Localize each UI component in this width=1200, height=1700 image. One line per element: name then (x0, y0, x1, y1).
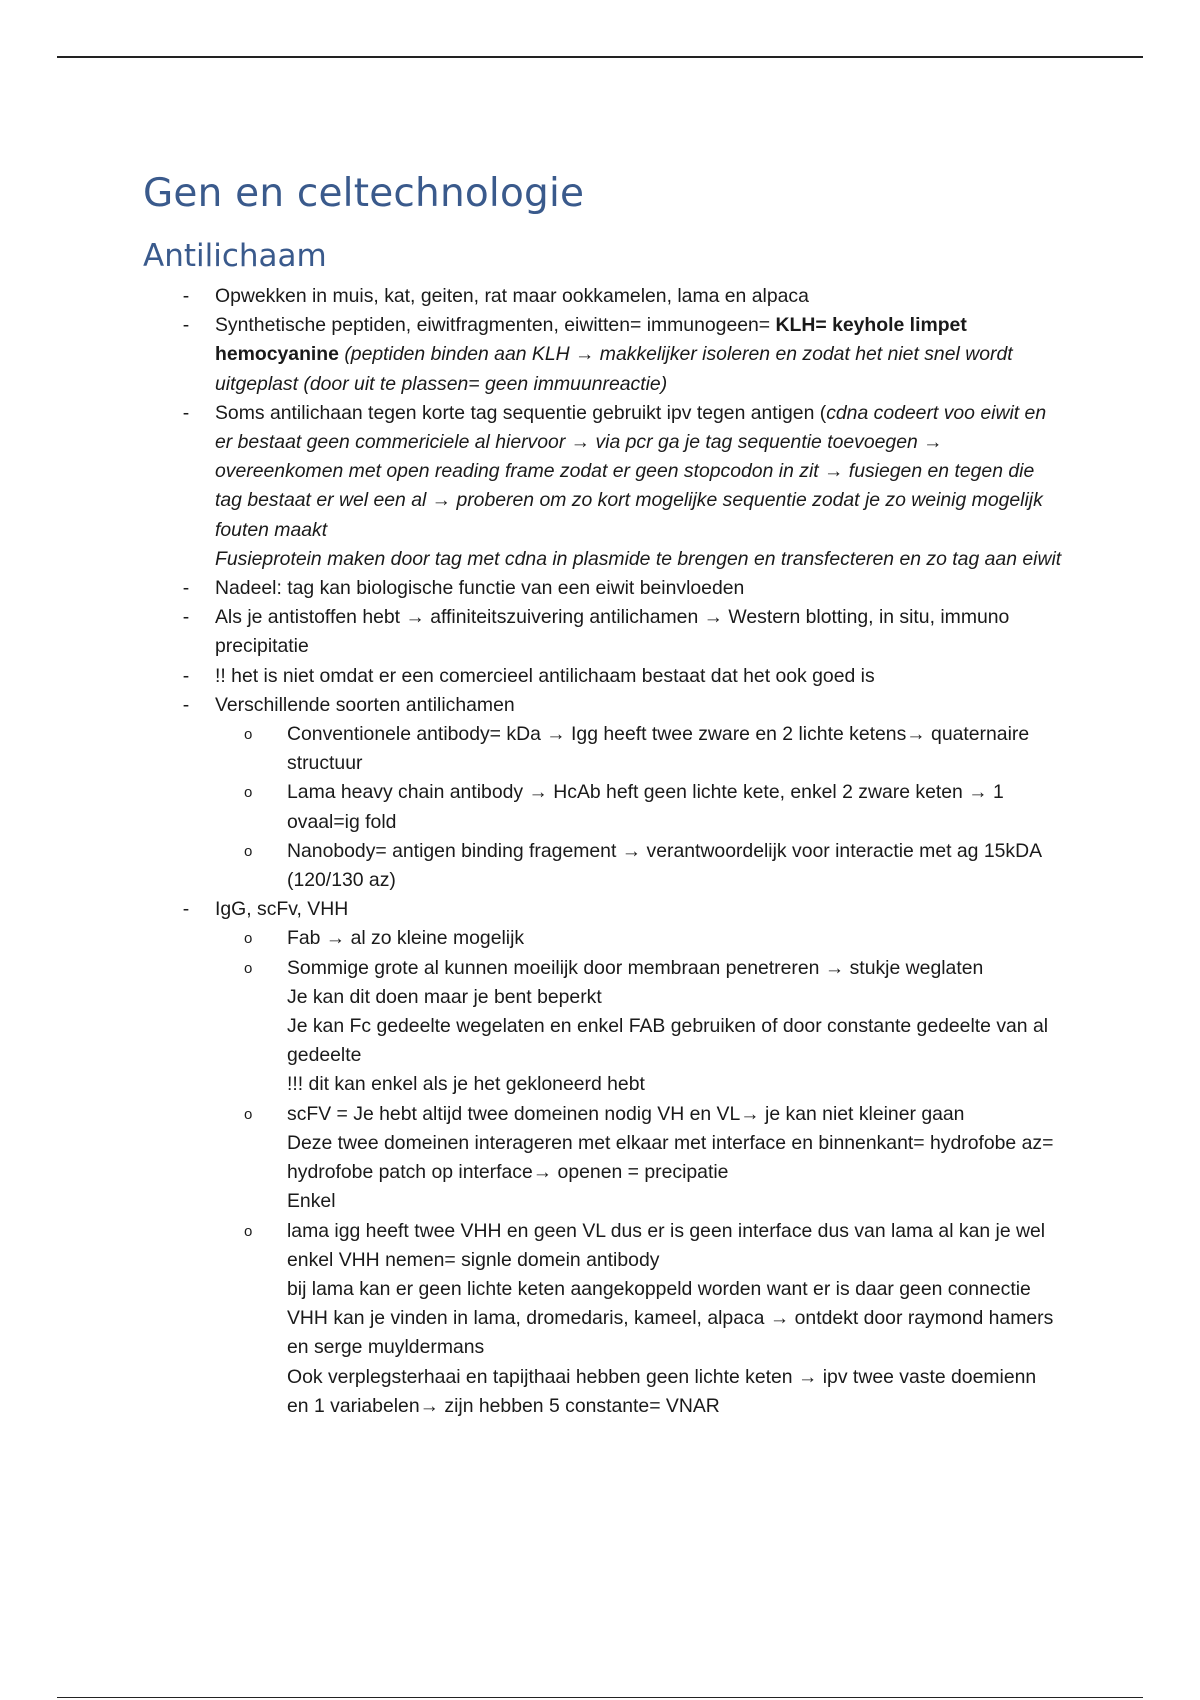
dash-bullet: - (182, 898, 190, 921)
circle-bullet: o (244, 726, 253, 744)
sub-list-item: o Fab → al zo kleine mogelijk (215, 924, 1063, 953)
sub-list (215, 924, 1063, 1420)
footer-rule (57, 1697, 1143, 1698)
dash-bullet: - (182, 664, 190, 687)
circle-bullet: o (244, 930, 253, 948)
sub-list-item: o Lama heavy chain antibody → HcAb heft geen lichte kete, enkel 2 zware keten → 1 ovaal=ig fold (215, 778, 1063, 836)
dash-bullet: - (182, 401, 190, 424)
dash-bullet: - (182, 577, 190, 600)
list-item: - Synthetische peptiden, eiwitfragmenten, eiwitten= immunogeen= KLH= keyhole limpet hemocyanine (peptiden binden aan KLH → makkelijker isoleren en zodat het niet snel wordt uitgeplast (door uit te plassen= geen immuunreactie) (143, 311, 1063, 399)
section-heading: Antilichaam (143, 238, 327, 274)
dash-bullet: - (182, 693, 190, 716)
header-rule (57, 56, 1143, 58)
circle-bullet: o (244, 959, 253, 977)
sub-list (215, 720, 1063, 895)
circle-bullet: o (244, 784, 253, 802)
circle-bullet: o (244, 1222, 253, 1240)
list-item: - IgG, scFv, VHH o Fab → al zo kleine mogelijk o Sommige grote al kunnen moeilijk door membraan penetreren → stukje weglaten Je kan dit doen maar je bent beperkt Je kan Fc gedeelte wegelaten en enkel FAB gebruiken of door constante gedeelte van al gedeelte !!! dit kan enkel als je het gekloneerd hebt o scFV = Je hebt altijd twee domeinen nodig VH en VL→ je kan niet kleiner gaan Deze twee domeinen interageren met elkaar met interface en binnenkant= hydrofobe az= hydrofobe patch op interface→ openen = precipatie Enkel o lama igg heeft twee VHH en geen VL dus er is geen interface dus van lama al kan je wel enkel VHH nemen= signle domein antibody bij lama kan er geen lichte keten aangekoppeld worden want er is daar geen connectie VHH kan je vinden in lama, dromedaris, kameel, alpaca → ontdekt door raymond hamers en serge muyldermans Ook verplegsterhaai en tapijthaai hebben geen lichte keten → ipv twee vaste doemienn en 1 variabelen→ zijn hebben 5 constante= VNAR (143, 895, 1063, 1421)
circle-bullet: o (244, 1105, 253, 1123)
list-item: - !! het is niet omdat er een comercieel antilichaam bestaat dat het ook goed is (143, 662, 1063, 691)
document-page (143, 170, 1063, 1421)
dash-bullet: - (182, 285, 190, 307)
list-item: - Soms antilichaan tegen korte tag sequentie gebruikt ipv tegen antigen (cdna codeert voo eiwit en er bestaat geen commericiele al hiervoor → via pcr ga je tag sequentie toevoegen → overeenkomen met open reading frame zodat er geen stopcodon in zit → fusiegen en tegen die tag bestaat er wel een al → proberen om zo kort mogelijke sequentie zodat je zo weinig mogelijk fouten maakt Fusieprotein maken door tag met cdna in plasmide te brengen en transfecteren en zo tag aan eiwit (143, 399, 1063, 574)
list-item: - Als je antistoffen hebt → affiniteitszuivering antilichamen → Western blotting, in situ, immuno precipitatie (143, 603, 1063, 661)
sub-list-item: o Sommige grote al kunnen moeilijk door membraan penetreren → stukje weglaten Je kan dit doen maar je bent beperkt Je kan Fc gedeelte wegelaten en enkel FAB gebruiken of door constante gedeelte van al gedeelte !!! dit kan enkel als je het gekloneerd hebt (215, 954, 1063, 1100)
list-item: - Nadeel: tag kan biologische functie van een eiwit beinvloeden (143, 574, 1063, 603)
list-item: - Verschillende soorten antilichamen o Conventionele antibody= kDa → Igg heeft twee zware en 2 lichte ketens→ quaternaire structuur o Lama heavy chain antibody → HcAb heft geen lichte kete, enkel 2 zware keten → 1 ovaal=ig fold o Nanobody= antigen binding fragement → verantwoordelijk voor interactie met ag 15kDA (120/130 az) (143, 691, 1063, 895)
document-title: Gen en celtechnologie (143, 171, 585, 216)
sub-list-item: o Nanobody= antigen binding fragement → verantwoordelijk voor interactie met ag 15kDA (120/130 az) (215, 837, 1063, 895)
sub-list-item: o lama igg heeft twee VHH en geen VL dus er is geen interface dus van lama al kan je wel enkel VHH nemen= signle domein antibody bij lama kan er geen lichte keten aangekoppeld worden want er is daar geen connectie VHH kan je vinden in lama, dromedaris, kameel, alpaca → ontdekt door raymond hamers en serge muyldermans Ook verplegsterhaai en tapijthaai hebben geen lichte keten → ipv twee vaste doemienn en 1 variabelen→ zijn hebben 5 constante= VNAR (215, 1217, 1063, 1421)
dash-bullet: - (182, 606, 190, 629)
list-item: - Opwekken in muis, kat, geiten, rat maar ookkamelen, lama en alpaca (143, 282, 1063, 311)
sub-list-item: o Conventionele antibody= kDa → Igg heeft twee zware en 2 lichte ketens→ quaternaire structuur (215, 720, 1063, 778)
sub-list-item: o scFV = Je hebt altijd twee domeinen nodig VH en VL→ je kan niet kleiner gaan Deze twee domeinen interageren met elkaar met interface en binnenkant= hydrofobe az= hydrofobe patch op interface→ openen = precipatie Enkel (215, 1100, 1063, 1217)
circle-bullet: o (244, 842, 253, 860)
dash-bullet: - (182, 314, 190, 337)
bullet-list (143, 282, 1063, 1421)
